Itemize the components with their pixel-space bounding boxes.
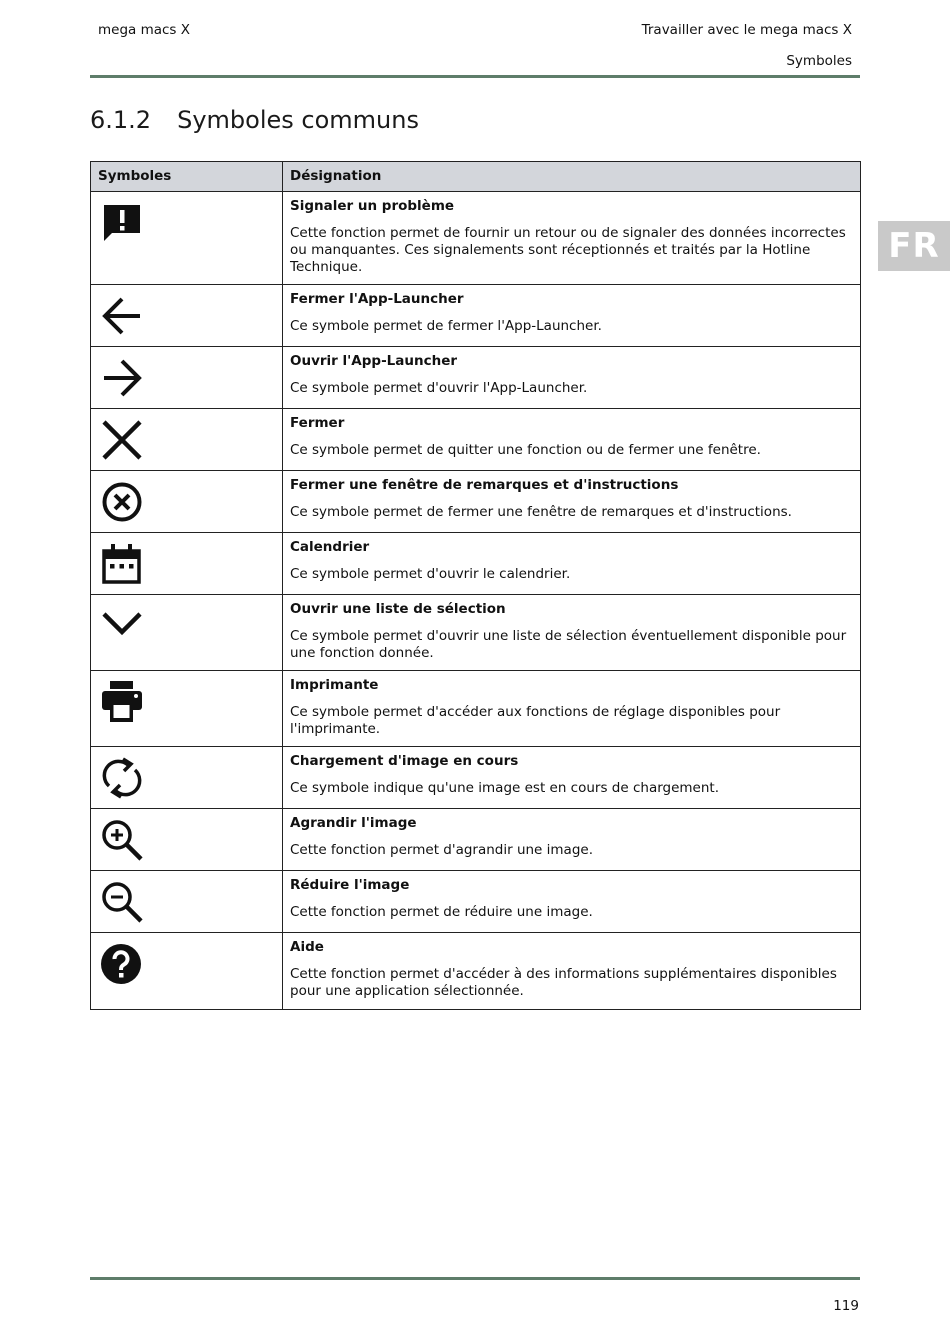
row-title: Ouvrir une liste de sélection [290,601,506,617]
report-problem-icon [100,201,144,245]
row-description: Ce symbole permet de quitter une fonction ou de fermer une fenêtre. [290,442,761,458]
row-description: Ce symbole permet d'ouvrir l'App-Launcher. [290,380,588,396]
row-description: Ce symbole permet d'accéder aux fonctions de réglage disponibles pour l'imprimante. [290,704,781,737]
row-description: Cette fonction permet d'accéder à des informations supplémentaires disponibles pour une application sélectionnée. [290,966,837,999]
header-divider [90,75,860,78]
language-tab: FR [878,221,950,271]
row-description: Ce symbole indique qu'une image est en cours de chargement. [290,780,720,796]
chevron-down-icon [100,604,144,648]
table-row [91,471,861,533]
row-title: Calendrier [290,539,370,555]
table-header-row [91,162,861,192]
table-row [91,595,861,671]
table-row [91,409,861,471]
table-row [91,671,861,747]
row-description: Cette fonction permet de réduire une image. [290,904,593,920]
row-description: Cette fonction permet d'agrandir une image. [290,842,593,858]
table-row [91,871,861,933]
header-chapter: Travailler avec le mega macs X [641,22,852,38]
row-title: Signaler un problème [290,198,455,214]
printer-icon [100,680,144,724]
row-title: Fermer une fenêtre de remarques et d'instructions [290,477,679,493]
column-header-designation: Désignation [283,162,861,192]
arrow-right-icon [100,356,144,400]
close-icon [100,418,144,462]
row-description: Ce symbole permet de fermer l'App-Launcher. [290,318,602,334]
section-number: 6.1.2 [90,106,152,134]
symbols-table [90,161,861,1010]
row-description: Ce symbole permet d'ouvrir une liste de sélection éventuellement disponible pour une fonction donnée. [290,628,847,661]
row-title: Aide [290,939,324,955]
row-title: Fermer [290,415,345,431]
row-title: Ouvrir l'App-Launcher [290,353,458,369]
zoom-out-icon [100,880,144,924]
table-row [91,933,861,1010]
arrow-left-icon [100,294,144,338]
row-description: Ce symbole permet de fermer une fenêtre de remarques et d'instructions. [290,504,792,520]
table-row [91,285,861,347]
row-title: Chargement d'image en cours [290,753,519,769]
column-header-symbols: Symboles [91,162,283,192]
page-number: 119 [833,1298,859,1314]
footer-divider [90,1277,860,1280]
header-product-name: mega macs X [98,22,191,38]
table-row [91,192,861,285]
loading-sync-icon [100,756,144,800]
table-row [91,747,861,809]
header-section: Symboles [786,53,852,69]
zoom-in-icon [100,818,144,862]
row-title: Agrandir l'image [290,815,417,831]
section-heading: Symboles communs [177,106,419,134]
help-icon [100,942,144,986]
section-title [90,106,419,134]
table-row [91,533,861,595]
table-row [91,809,861,871]
table-row [91,347,861,409]
row-title: Imprimante [290,677,379,693]
close-circle-icon [100,480,144,524]
row-title: Réduire l'image [290,877,410,893]
row-description: Ce symbole permet d'ouvrir le calendrier. [290,566,571,582]
row-title: Fermer l'App-Launcher [290,291,464,307]
calendar-icon [100,542,144,586]
row-description: Cette fonction permet de fournir un retour ou de signaler des données incorrectes ou manquantes. Ces signalements sont réceptionnés et traités par la Hotline Technique. [290,225,846,275]
